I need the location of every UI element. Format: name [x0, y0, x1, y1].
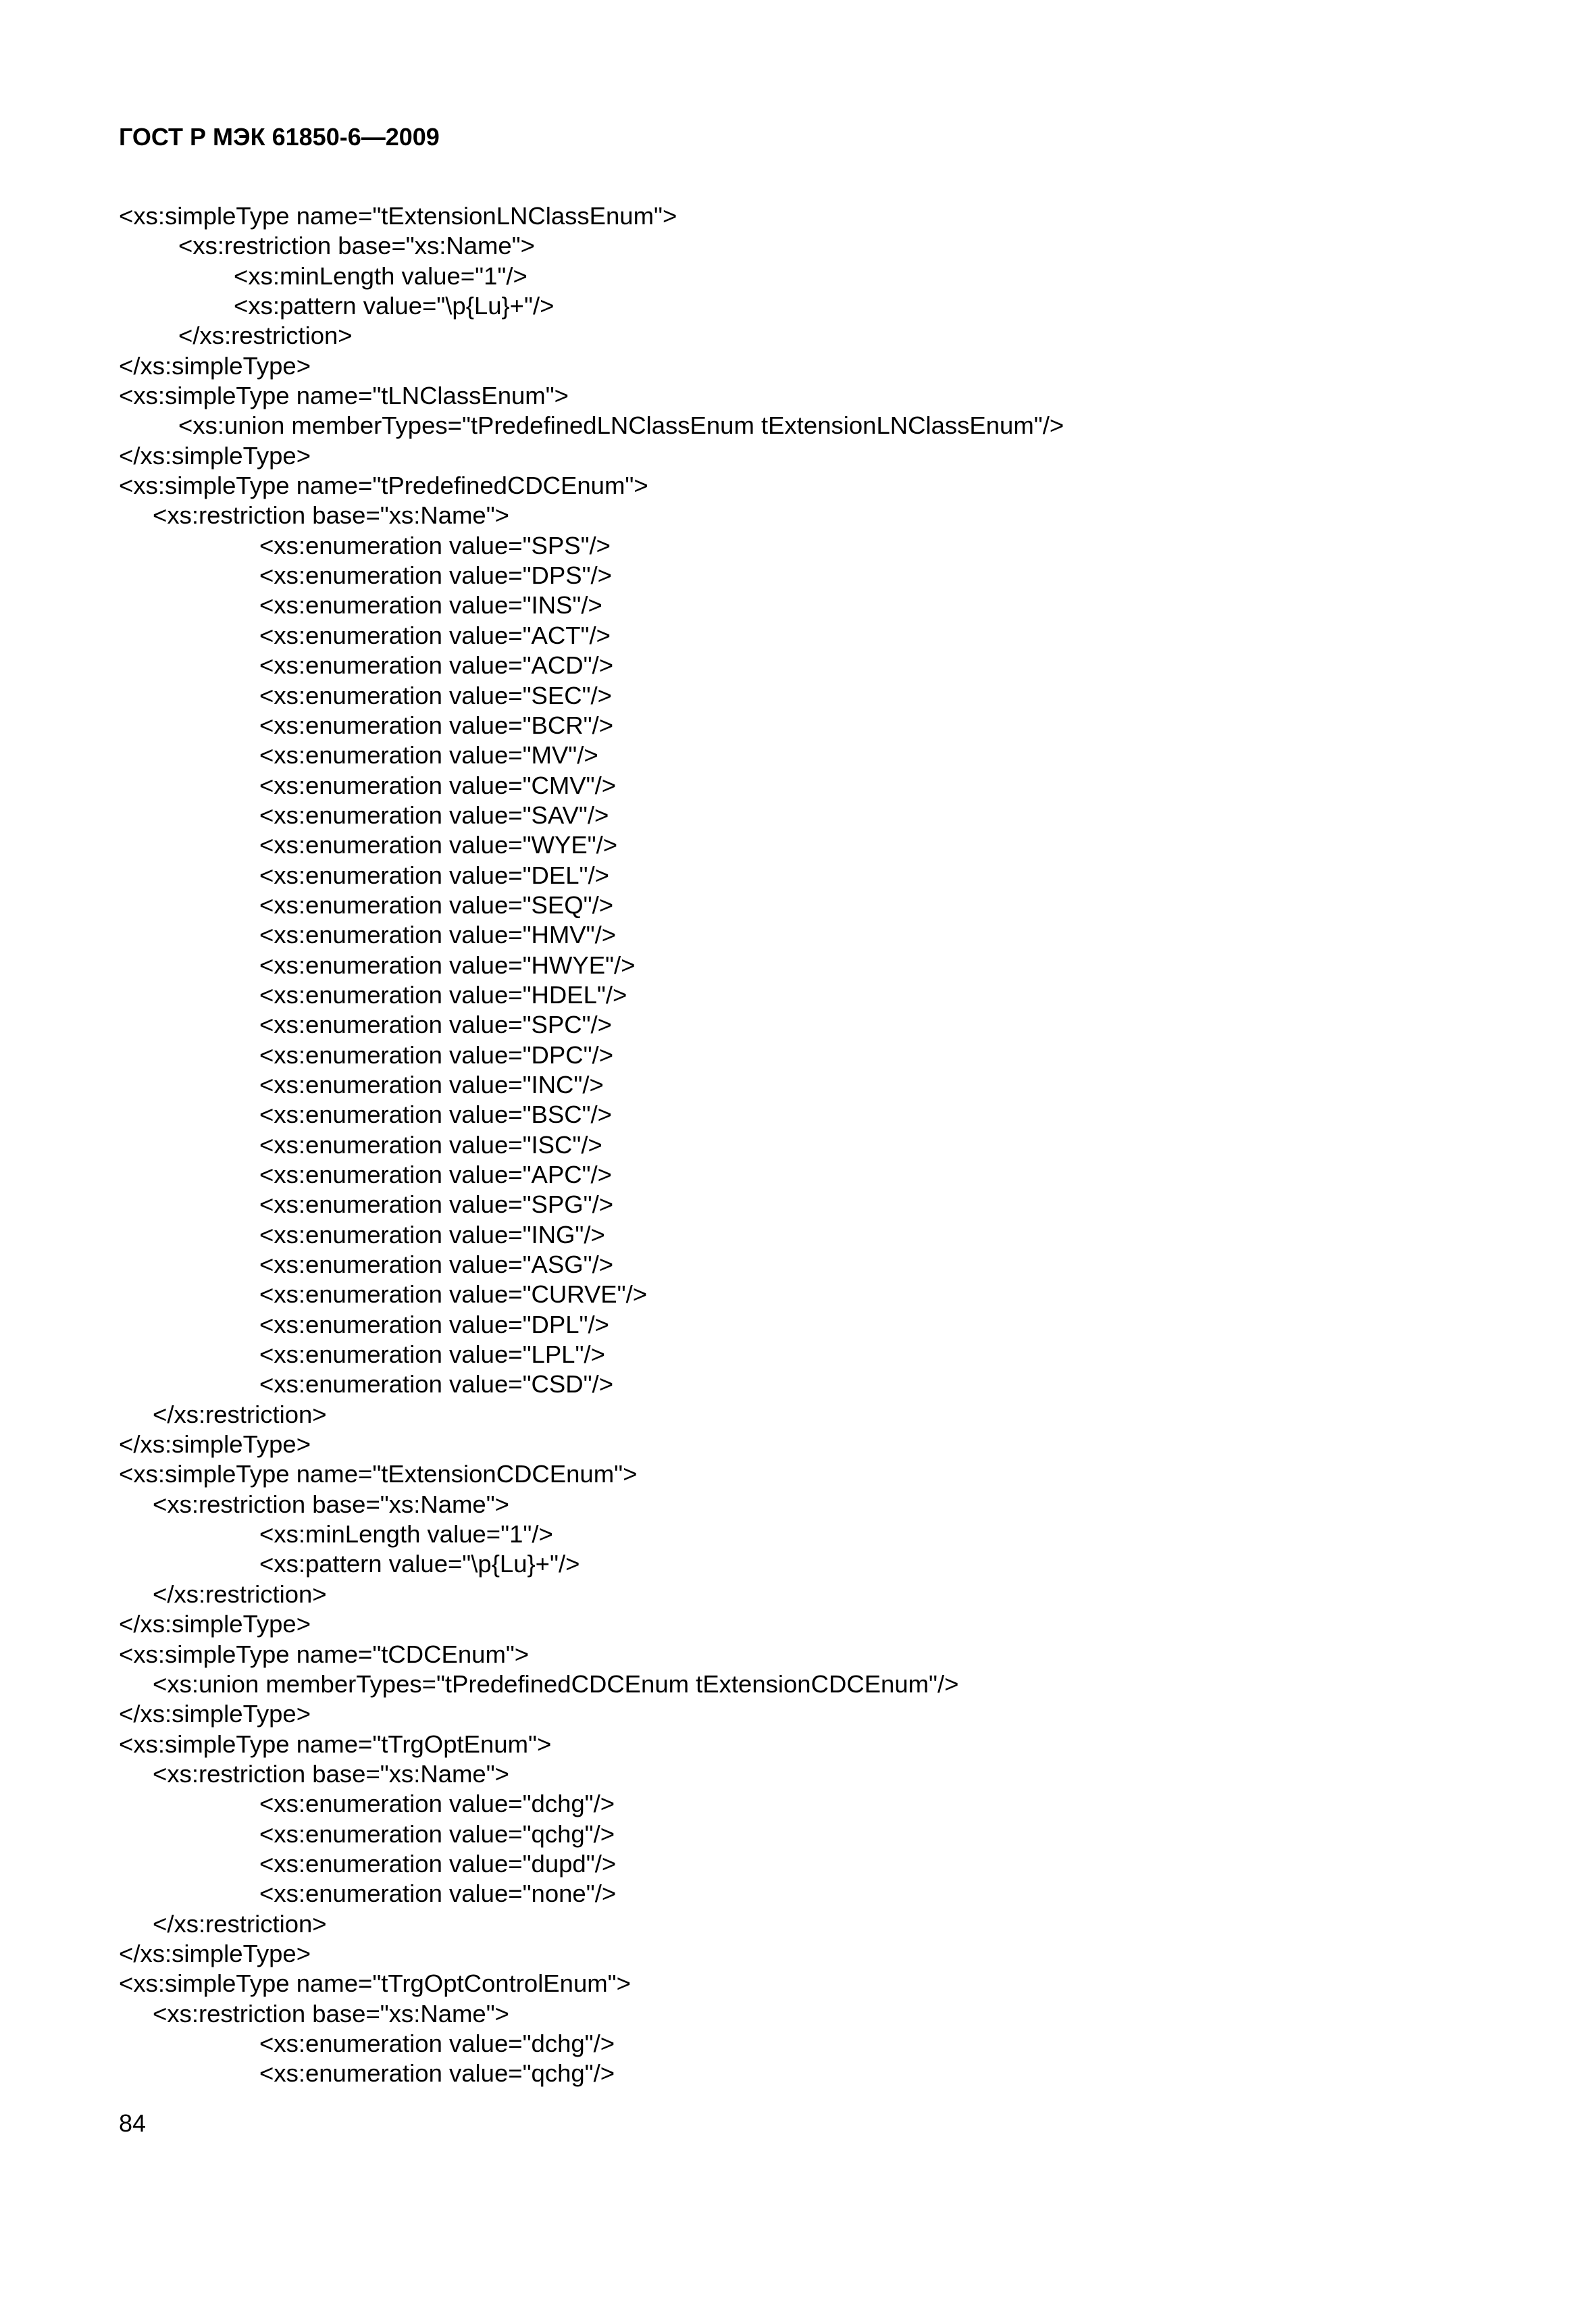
code-line: </xs:simpleType>	[119, 1430, 311, 1459]
document-header-title: ГОСТ Р МЭК 61850-6—2009	[119, 123, 440, 151]
code-line: <xs:enumeration value="ASG"/>	[259, 1251, 614, 1279]
code-line: <xs:union memberTypes="tPredefinedLNClassEnum tExtensionLNClassEnum"/>	[178, 411, 1064, 440]
code-line: <xs:enumeration value="CMV"/>	[259, 771, 617, 799]
code-line: <xs:enumeration value="DPL"/>	[259, 1310, 609, 1338]
code-line: </xs:restriction>	[153, 1400, 327, 1428]
code-line: <xs:enumeration value="SPC"/>	[259, 1011, 612, 1039]
code-line: <xs:enumeration value="INS"/>	[259, 591, 602, 620]
code-line: <xs:pattern value="\p{Lu}+"/>	[234, 292, 555, 320]
code-line: <xs:restriction base="xs:Name">	[153, 1999, 510, 2028]
code-line: <xs:enumeration value="HWYE"/>	[259, 951, 636, 979]
code-line: <xs:enumeration value="LPL"/>	[259, 1340, 605, 1369]
code-line: <xs:minLength value="1"/>	[259, 1520, 553, 1549]
code-line: <xs:enumeration value="DEL"/>	[259, 861, 609, 889]
code-line: <xs:enumeration value="ACD"/>	[259, 651, 614, 680]
code-line: <xs:enumeration value="SPG"/>	[259, 1190, 614, 1219]
code-line: <xs:enumeration value="INC"/>	[259, 1070, 604, 1099]
code-line: <xs:simpleType name="tExtensionLNClassEnum">	[119, 202, 677, 230]
code-line: </xs:simpleType>	[119, 1939, 311, 1967]
code-line: <xs:restriction base="xs:Name">	[153, 1490, 510, 1518]
code-line: <xs:enumeration value="dchg"/>	[259, 2029, 615, 2057]
code-line: <xs:enumeration value="ING"/>	[259, 1220, 605, 1249]
code-line: </xs:restriction>	[153, 1580, 327, 1608]
code-line: <xs:enumeration value="HDEL"/>	[259, 980, 627, 1009]
code-line: <xs:restriction base="xs:Name">	[153, 501, 510, 530]
code-line: <xs:enumeration value="HMV"/>	[259, 921, 617, 949]
code-line: <xs:enumeration value="MV"/>	[259, 741, 598, 770]
code-line: </xs:simpleType>	[119, 441, 311, 470]
code-line: <xs:enumeration value="qchg"/>	[259, 2059, 615, 2088]
code-line: <xs:simpleType name="tLNClassEnum">	[119, 382, 569, 410]
code-line: <xs:simpleType name="tCDCEnum">	[119, 1640, 530, 1668]
code-line: <xs:restriction base="xs:Name">	[178, 232, 536, 260]
code-line: </xs:simpleType>	[119, 1610, 311, 1638]
code-line: <xs:enumeration value="SPS"/>	[259, 531, 611, 559]
code-line: </xs:restriction>	[178, 322, 353, 350]
code-line: <xs:enumeration value="dupd"/>	[259, 1849, 617, 1878]
code-line: <xs:pattern value="\p{Lu}+"/>	[259, 1550, 580, 1578]
code-line: <xs:enumeration value="dchg"/>	[259, 1790, 615, 1818]
code-line: <xs:enumeration value="WYE"/>	[259, 831, 618, 859]
code-line: <xs:simpleType name="tTrgOptEnum">	[119, 1730, 552, 1758]
xml-schema-listing	[119, 201, 1537, 2089]
code-line: <xs:enumeration value="BSC"/>	[259, 1101, 612, 1129]
code-line: <xs:enumeration value="qchg"/>	[259, 1819, 615, 1848]
code-line: </xs:restriction>	[153, 1909, 327, 1938]
code-line: <xs:enumeration value="ACT"/>	[259, 621, 611, 649]
code-line: <xs:enumeration value="DPC"/>	[259, 1040, 614, 1069]
code-line: <xs:enumeration value="ISC"/>	[259, 1130, 602, 1159]
code-line: <xs:enumeration value="BCR"/>	[259, 711, 614, 739]
code-line: <xs:enumeration value="CSD"/>	[259, 1370, 614, 1399]
code-line: <xs:restriction base="xs:Name">	[153, 1759, 510, 1788]
code-line: <xs:enumeration value="none"/>	[259, 1880, 617, 1908]
code-line: <xs:enumeration value="CURVE"/>	[259, 1280, 648, 1309]
code-line: </xs:simpleType>	[119, 351, 311, 380]
code-line: <xs:enumeration value="SAV"/>	[259, 801, 609, 829]
code-line: <xs:simpleType name="tPredefinedCDCEnum">	[119, 472, 648, 500]
code-line: <xs:minLength value="1"/>	[234, 261, 527, 290]
code-line: <xs:simpleType name="tTrgOptControlEnum">	[119, 1969, 631, 1998]
code-line: <xs:enumeration value="SEQ"/>	[259, 890, 614, 919]
code-line: </xs:simpleType>	[119, 1700, 311, 1728]
code-line: <xs:enumeration value="SEC"/>	[259, 681, 612, 709]
code-line: <xs:enumeration value="APC"/>	[259, 1161, 612, 1188]
page-number: 84	[119, 2109, 147, 2137]
code-line: <xs:union memberTypes="tPredefinedCDCEnum tExtensionCDCEnum"/>	[153, 1669, 959, 1698]
code-line: <xs:simpleType name="tExtensionCDCEnum">	[119, 1460, 638, 1488]
code-line: <xs:enumeration value="DPS"/>	[259, 561, 612, 590]
